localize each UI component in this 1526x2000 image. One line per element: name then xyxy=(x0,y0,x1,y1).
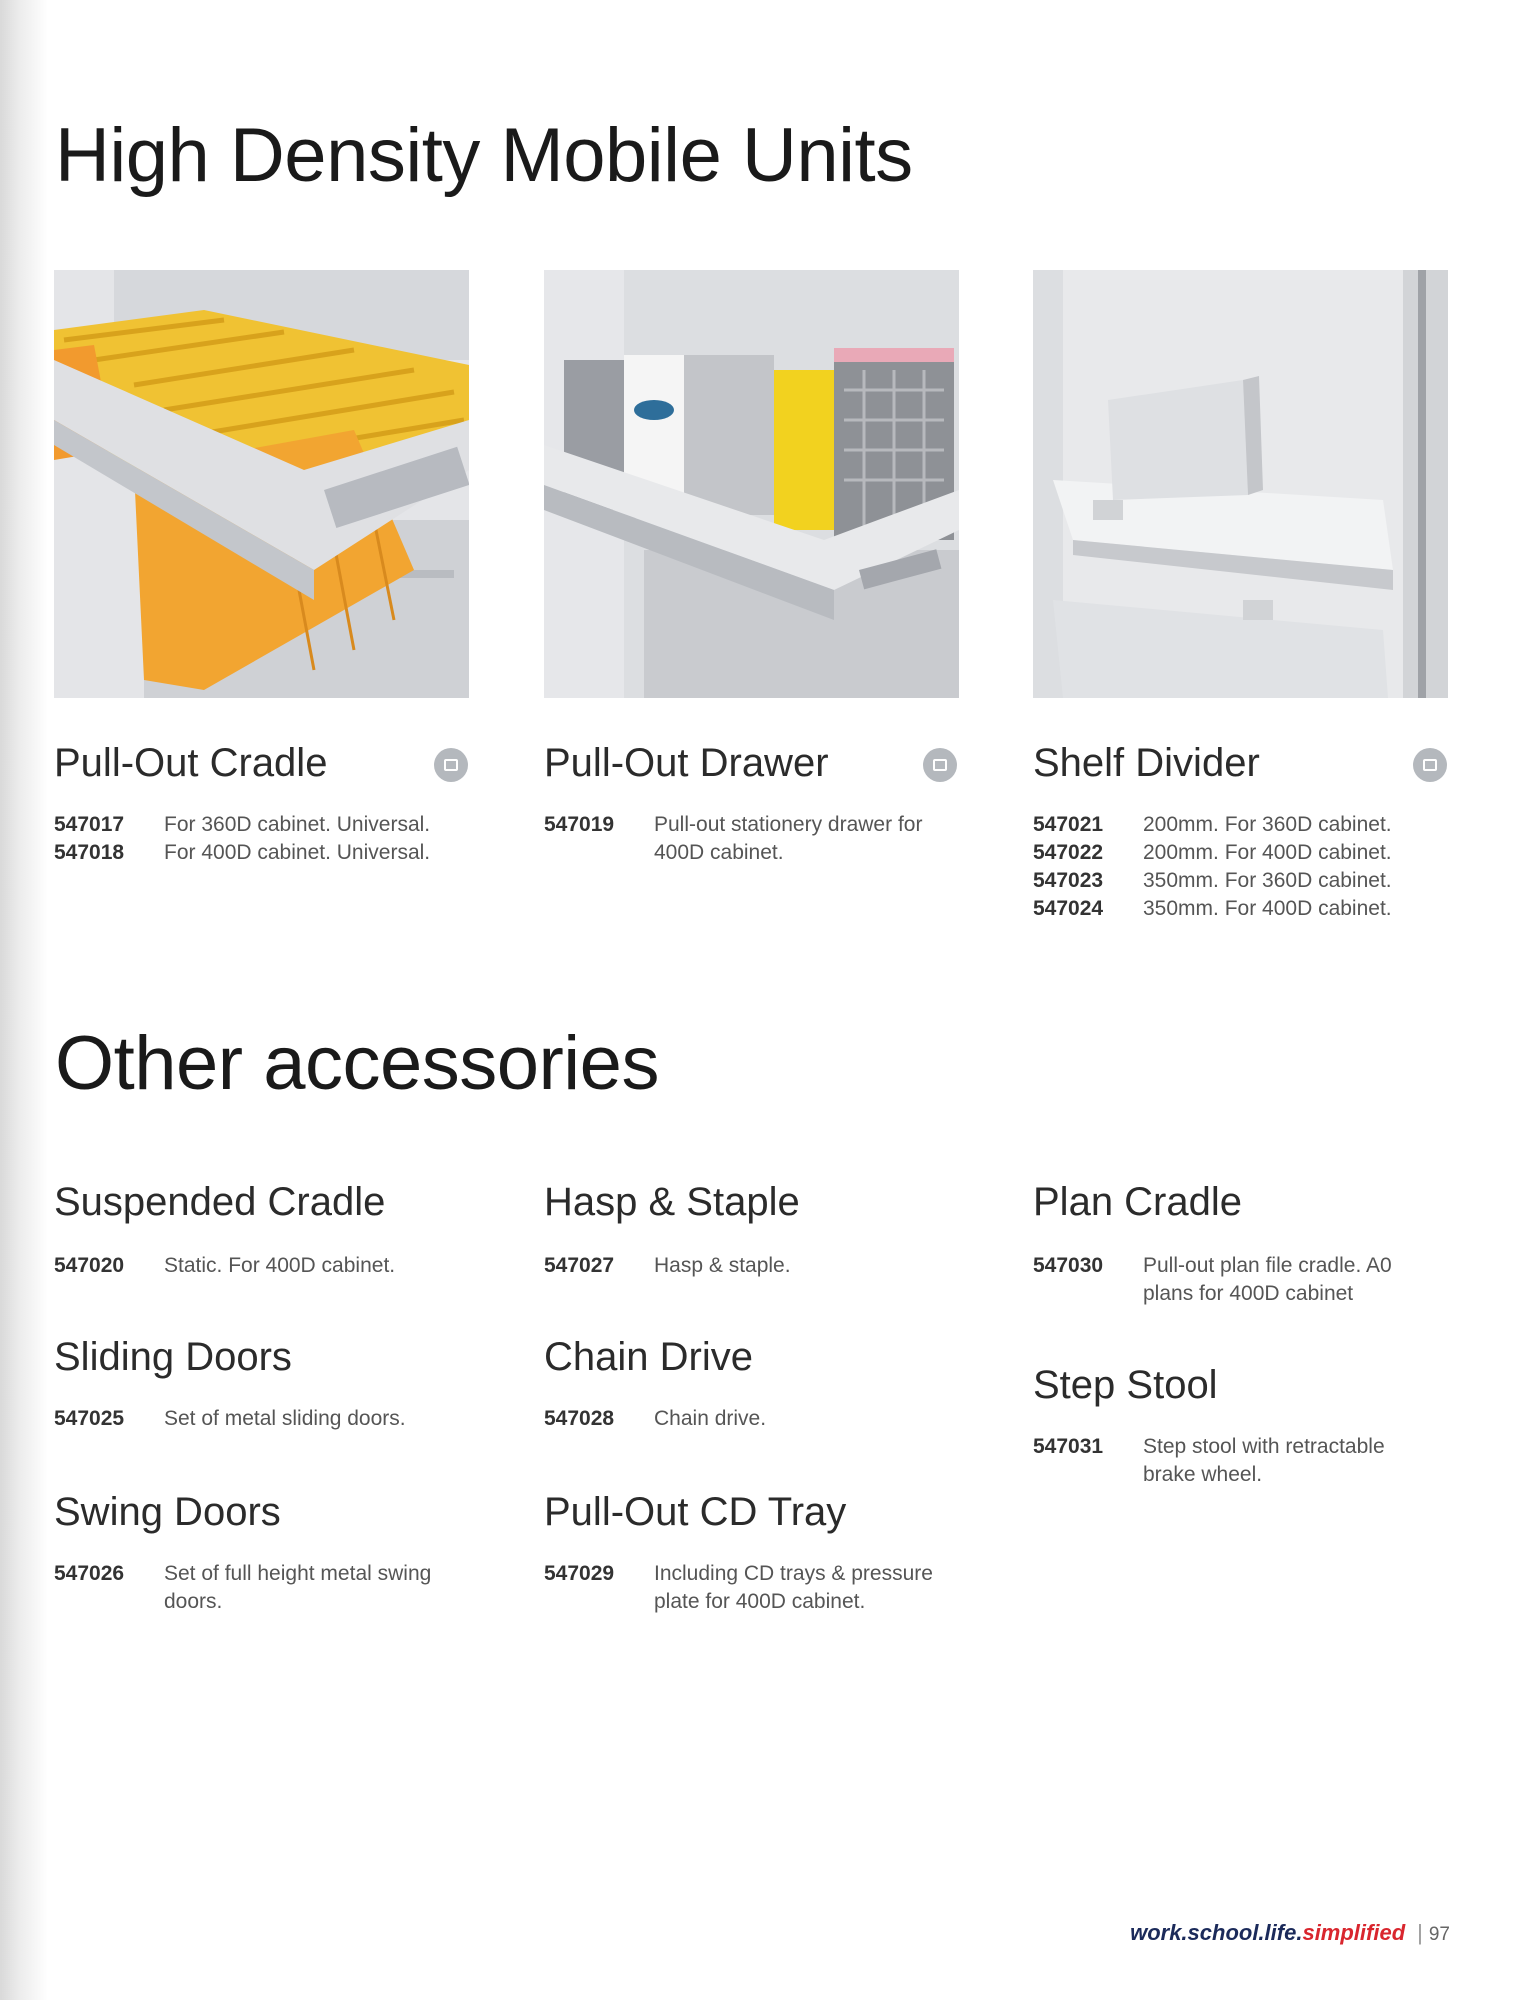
pull-out-cradle-photo xyxy=(54,270,469,698)
accessory-name: Sliding Doors xyxy=(54,1335,292,1379)
product-name-pull-out-drawer: Pull-Out Drawer xyxy=(544,741,829,785)
accessory-details xyxy=(54,1405,474,1433)
shelf-divider-list xyxy=(1033,811,1453,923)
footer-separator: | xyxy=(1417,1920,1423,1945)
accessory-details xyxy=(544,1560,964,1616)
list-item: 547020 Static. For 400D cabinet. xyxy=(54,1254,396,1277)
accessory-name: Step Stool xyxy=(1033,1363,1218,1407)
accessory-details xyxy=(1033,1433,1453,1489)
accessory-details xyxy=(1033,1252,1453,1308)
shelf-divider-photo xyxy=(1033,270,1448,698)
accessory-details xyxy=(54,1560,474,1616)
page-spine-shadow xyxy=(0,0,48,2000)
list-item: 547024 350mm. For 400D cabinet. xyxy=(1033,897,1392,920)
list-item: 547018 For 400D cabinet. Universal. xyxy=(54,841,431,864)
accessory-details xyxy=(544,1252,964,1280)
info-icon[interactable] xyxy=(923,748,957,782)
accessory-name: Pull-Out CD Tray xyxy=(544,1490,847,1534)
list-item: 547019 Pull-out stationery drawer for 400D cabinet. xyxy=(544,813,923,864)
page-number: 97 xyxy=(1428,1924,1450,1945)
accessory-name: Chain Drive xyxy=(544,1335,753,1379)
list-item: 547030 Pull-out plan file cradle. A0 plans for 400D cabinet xyxy=(1033,1254,1392,1305)
accessory-name: Hasp & Staple xyxy=(544,1180,800,1224)
page-footer xyxy=(1130,1920,1450,1946)
accessory-details xyxy=(544,1405,964,1433)
accessory-name: Plan Cradle xyxy=(1033,1180,1243,1224)
tagline-accent: simplified xyxy=(1302,1920,1406,1945)
pull-out-drawer-list xyxy=(544,811,944,867)
section-title-other-accessories: Other accessories xyxy=(55,1021,659,1106)
info-icon[interactable] xyxy=(434,748,468,782)
list-item: 547021 200mm. For 360D cabinet. xyxy=(1033,813,1392,836)
accessory-name: Suspended Cradle xyxy=(54,1180,386,1224)
list-item: 547031 Step stool with retractable brake wheel. xyxy=(1033,1435,1385,1486)
tagline: work.school.life. xyxy=(1130,1920,1303,1945)
list-item: 547017 For 360D cabinet. Universal. xyxy=(54,813,431,836)
accessory-name: Swing Doors xyxy=(54,1490,281,1534)
list-item: 547022 200mm. For 400D cabinet. xyxy=(1033,841,1392,864)
pull-out-cradle-list xyxy=(54,811,474,867)
list-item: 547027 Hasp & staple. xyxy=(544,1254,791,1277)
list-item: 547029 Including CD trays & pressure plate for 400D cabinet. xyxy=(544,1562,933,1613)
list-item: 547023 350mm. For 360D cabinet. xyxy=(1033,869,1392,892)
section-title-mobile-units: High Density Mobile Units xyxy=(55,113,913,198)
list-item: 547028 Chain drive. xyxy=(544,1407,767,1430)
product-name-shelf-divider: Shelf Divider xyxy=(1033,741,1260,785)
product-name-pull-out-cradle: Pull-Out Cradle xyxy=(54,741,328,785)
accessory-details xyxy=(54,1252,474,1280)
pull-out-drawer-photo xyxy=(544,270,959,698)
list-item: 547026 Set of full height metal swing doors. xyxy=(54,1562,432,1613)
list-item: 547025 Set of metal sliding doors. xyxy=(54,1407,406,1430)
info-icon[interactable] xyxy=(1413,748,1447,782)
